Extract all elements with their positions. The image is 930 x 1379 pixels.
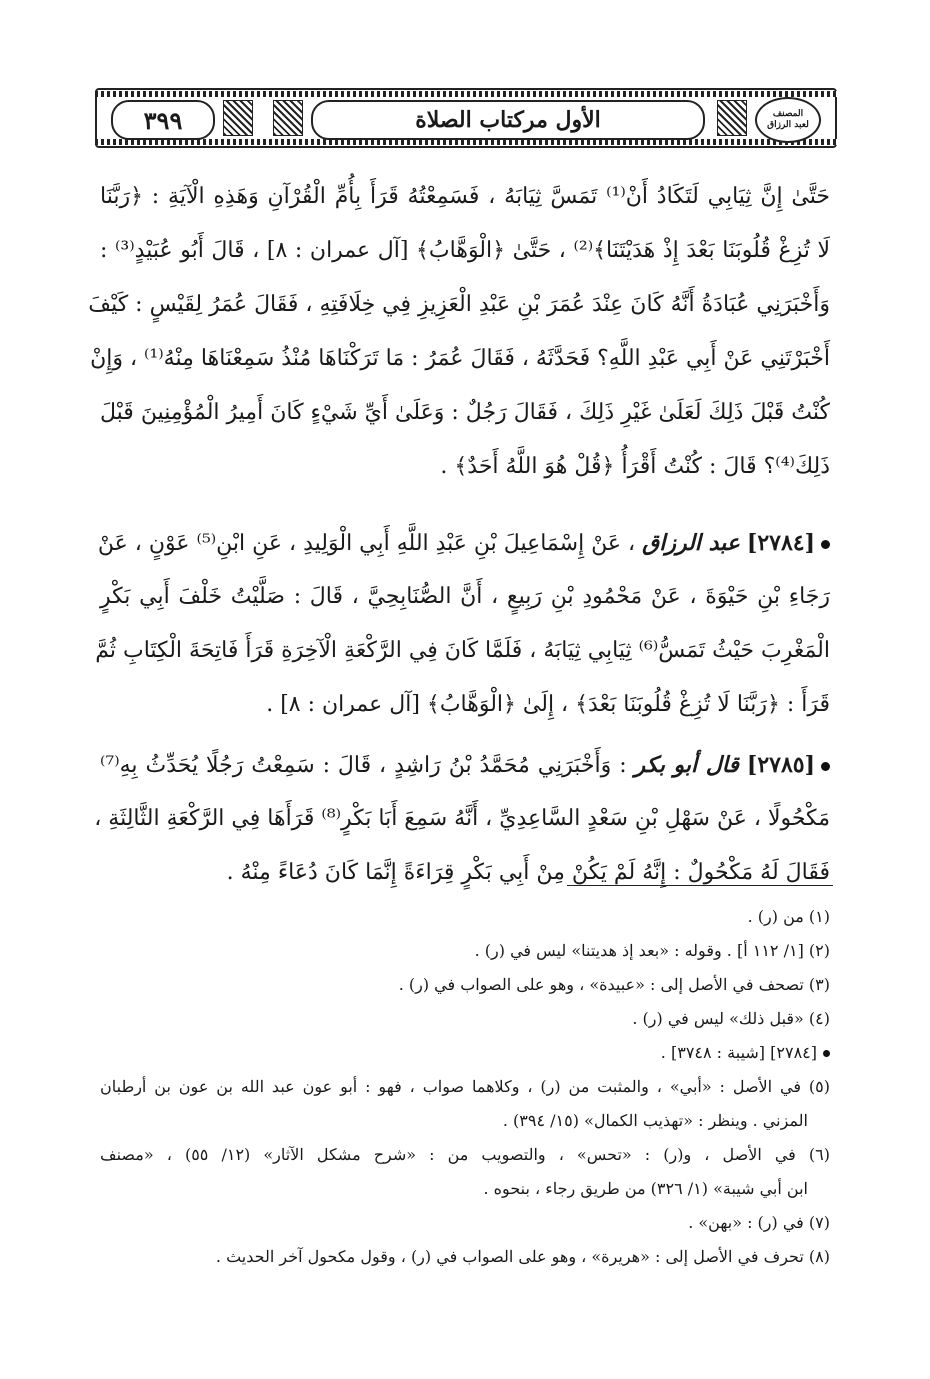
page-number: ٣٩٩ (111, 100, 215, 140)
narrator-name: قال أبو بكر (634, 752, 739, 778)
book-seal-logo (755, 97, 821, 143)
hadith-text: ، عَنْ إِسْمَاعِيلَ بْنِ عَبْدِ اللَّهِ أَبِي الْوَلِيدِ ، عَنِ ابْنِ⁽⁵⁾ عَوْنٍ ، عَنْ (97, 531, 636, 556)
text-line: حَتَّىٰ إِنَّ ثِيَابِي لَتَكَادُ أَنْ⁽¹⁾ تَمَسَّ ثِيَابَهُ ، فَسَمِعْتُهُ قَرَأَ بِأُمِّ الْقُرْآنِ وَهَذِهِ الْآيَةِ : ﴿رَبَّنَا (100, 184, 831, 209)
hadith-2785-first-line (100, 738, 830, 792)
header-border-top (95, 91, 837, 97)
text-line: فَقَالَ لَهُ مَكْحُولٌ : إِنَّهُ لَمْ يَكُنْ مِنْ أَبِي بَكْرٍ قِرَاءَةً إِنَّمَا كَانَ دُعَاءً مِنْهُ . (226, 860, 830, 885)
hadith-number: [٢٧٨٤] (746, 530, 815, 556)
text-line: رَجَاءِ بْنِ حَيْوَةَ ، عَنْ مَحْمُودِ بْنِ رَبِيعٍ ، أَنَّ الصُّنَابِحِيَّ ، قَالَ : صَلَّيْتُ خَلْفَ أَبِي بَكْرٍ (100, 584, 830, 609)
takhrij-text: [٢٧٨٤] [شيبة : ٣٧٤٨] . (660, 1043, 817, 1062)
footnote: (٤) «قبل ذلك» ليس في (ر) . (632, 1009, 830, 1028)
seal-line-1: المصنف (772, 109, 804, 119)
narrator-name: عبد الرزاق (642, 530, 740, 556)
footnote: (٨) تحرف في الأصل إلى : «هريرة» ، وهو على الصواب في (ر) ، وقول مكحول آخر الحديث . (215, 1247, 830, 1266)
main-text (88, 170, 831, 900)
footnote: (٥) في الأصل : «أبي» ، والمثبت من (ر) ، وكلاهما صواب ، فهو : أبو عون عبد الله بن عون بن أرطبان (100, 1077, 830, 1096)
hadith-text: : وَأَخْبَرَنِي مُحَمَّدُ بْنُ رَاشِدٍ ، قَالَ : سَمِعْتُ رَجُلًا يُحَدِّثُ بِهِ⁽⁷⁾ (100, 753, 627, 778)
text-line: أَخْبَرْتَنِي عَنْ أَبِي عَبْدِ اللَّهِ؟ فَحَدَّثَهُ ، فَقَالَ عُمَرُ : مَا تَرَكْنَاهَا مُنْذُ سَمِعْنَاهَا مِنْهُ⁽¹⁾ ، وَإِنْ (90, 346, 830, 371)
footnote-continuation: ابن أبي شيبة» (١/ ٣٢٦) من طريق رجاء ، بنحوه . (483, 1179, 808, 1198)
footnote: (٧) في (ر) : «بهن» . (688, 1213, 830, 1232)
text-line: قَرَأَ : ﴿رَبَّنَا لَا تُزِغْ قُلُوبَنَا بَعْدَ﴾ ، إِلَىٰ ﴿الْوَهَّابُ﴾ [آل عمران : ٨] . (266, 692, 830, 717)
text-line: وَأَخْبَرَنِي عُبَادَةُ أَنَّهُ كَانَ عِنْدَ عُمَرَ بْنِ عَبْدِ الْعَزِيزِ فِي خِلَافَتِهِ ، فَقَالَ عُمَرُ لِقَيْسٍ : كَيْفَ (88, 292, 830, 317)
footnote: (٦) في الأصل ، و(ر) : «تحس» ، والتصويب من : «شرح مشكل الآثار» (١٢/ ٥٥) ، «مصنف (100, 1145, 830, 1164)
page-header (95, 88, 837, 148)
footnote-takhrij (100, 1036, 830, 1070)
seal-line-2: لعبد الرزاق (767, 120, 809, 130)
footnote: (١) من (ر) . (747, 907, 830, 926)
text-line: ذَلِكَ⁽⁴⁾؟ قَالَ : كُنْتُ أَقْرَأُ ﴿قُلْ هُوَ اللَّهُ أَحَدٌ﴾ . (440, 454, 830, 479)
hadith-number: [٢٧٨٥] (746, 752, 815, 778)
ornament-left-2 (273, 100, 303, 136)
footnote-continuation: المزني . وينظر : «تهذيب الكمال» (١٥/ ٣٩٤) . (502, 1111, 808, 1130)
footnotes (100, 900, 830, 1274)
chapter-title: الأول مركتاب الصلاة (311, 100, 705, 140)
bullet-icon (821, 540, 830, 549)
spacer (100, 494, 830, 516)
footnote-separator (567, 885, 833, 886)
ornament-right (717, 100, 747, 136)
text-line: كُنْتُ قَبْلَ ذَلِكَ لَعَلَىٰ غَيْرِ ذَلِكَ ، فَقَالَ رَجُلٌ : وَعَلَىٰ أَيِّ شَيْءٍ كَانَ أَمِيرُ الْمُؤْمِنِينَ قَبْلَ (100, 400, 830, 425)
text-line: لَا تُزِغْ قُلُوبَنَا بَعْدَ إِذْ هَدَيْتَنَا﴾⁽²⁾ ، حَتَّىٰ ﴿الْوَهَّابُ﴾ [آل عمران : ٨] ، قَالَ أَبُو عُبَيْدٍ⁽³⁾ : (100, 238, 831, 263)
hadith-2784-first-line (97, 516, 830, 570)
text-line: مَكْحُولًا ، عَنْ سَهْلِ بْنِ سَعْدٍ السَّاعِدِيِّ ، أَنَّهُ سَمِعَ أَبَا بَكْرٍ⁽⁸⁾ قَرَأَهَا فِي الرَّكْعَةِ الثَّالِثَةِ ، (94, 806, 830, 831)
text-line: الْمَغْرِبَ حَيْثُ تَمَسُّ⁽⁶⁾ ثِيَابِي ثِيَابَهُ ، فَلَمَّا كَانَ فِي الرَّكْعَةِ الْآخِرَةِ قَرَأَ فَاتِحَةَ الْكِتَابِ ثُمَّ (95, 638, 830, 663)
footnote: (٢) [١/ ١١٢ أ] . وقوله : «بعد إذ هديتنا» ليس في (ر) . (474, 941, 830, 960)
ornament-left (223, 100, 253, 136)
bullet-icon (821, 762, 830, 771)
footnote: (٣) تصحف في الأصل إلى : «عبيدة» ، وهو على الصواب في (ر) . (398, 975, 830, 994)
bullet-icon (823, 1050, 830, 1057)
